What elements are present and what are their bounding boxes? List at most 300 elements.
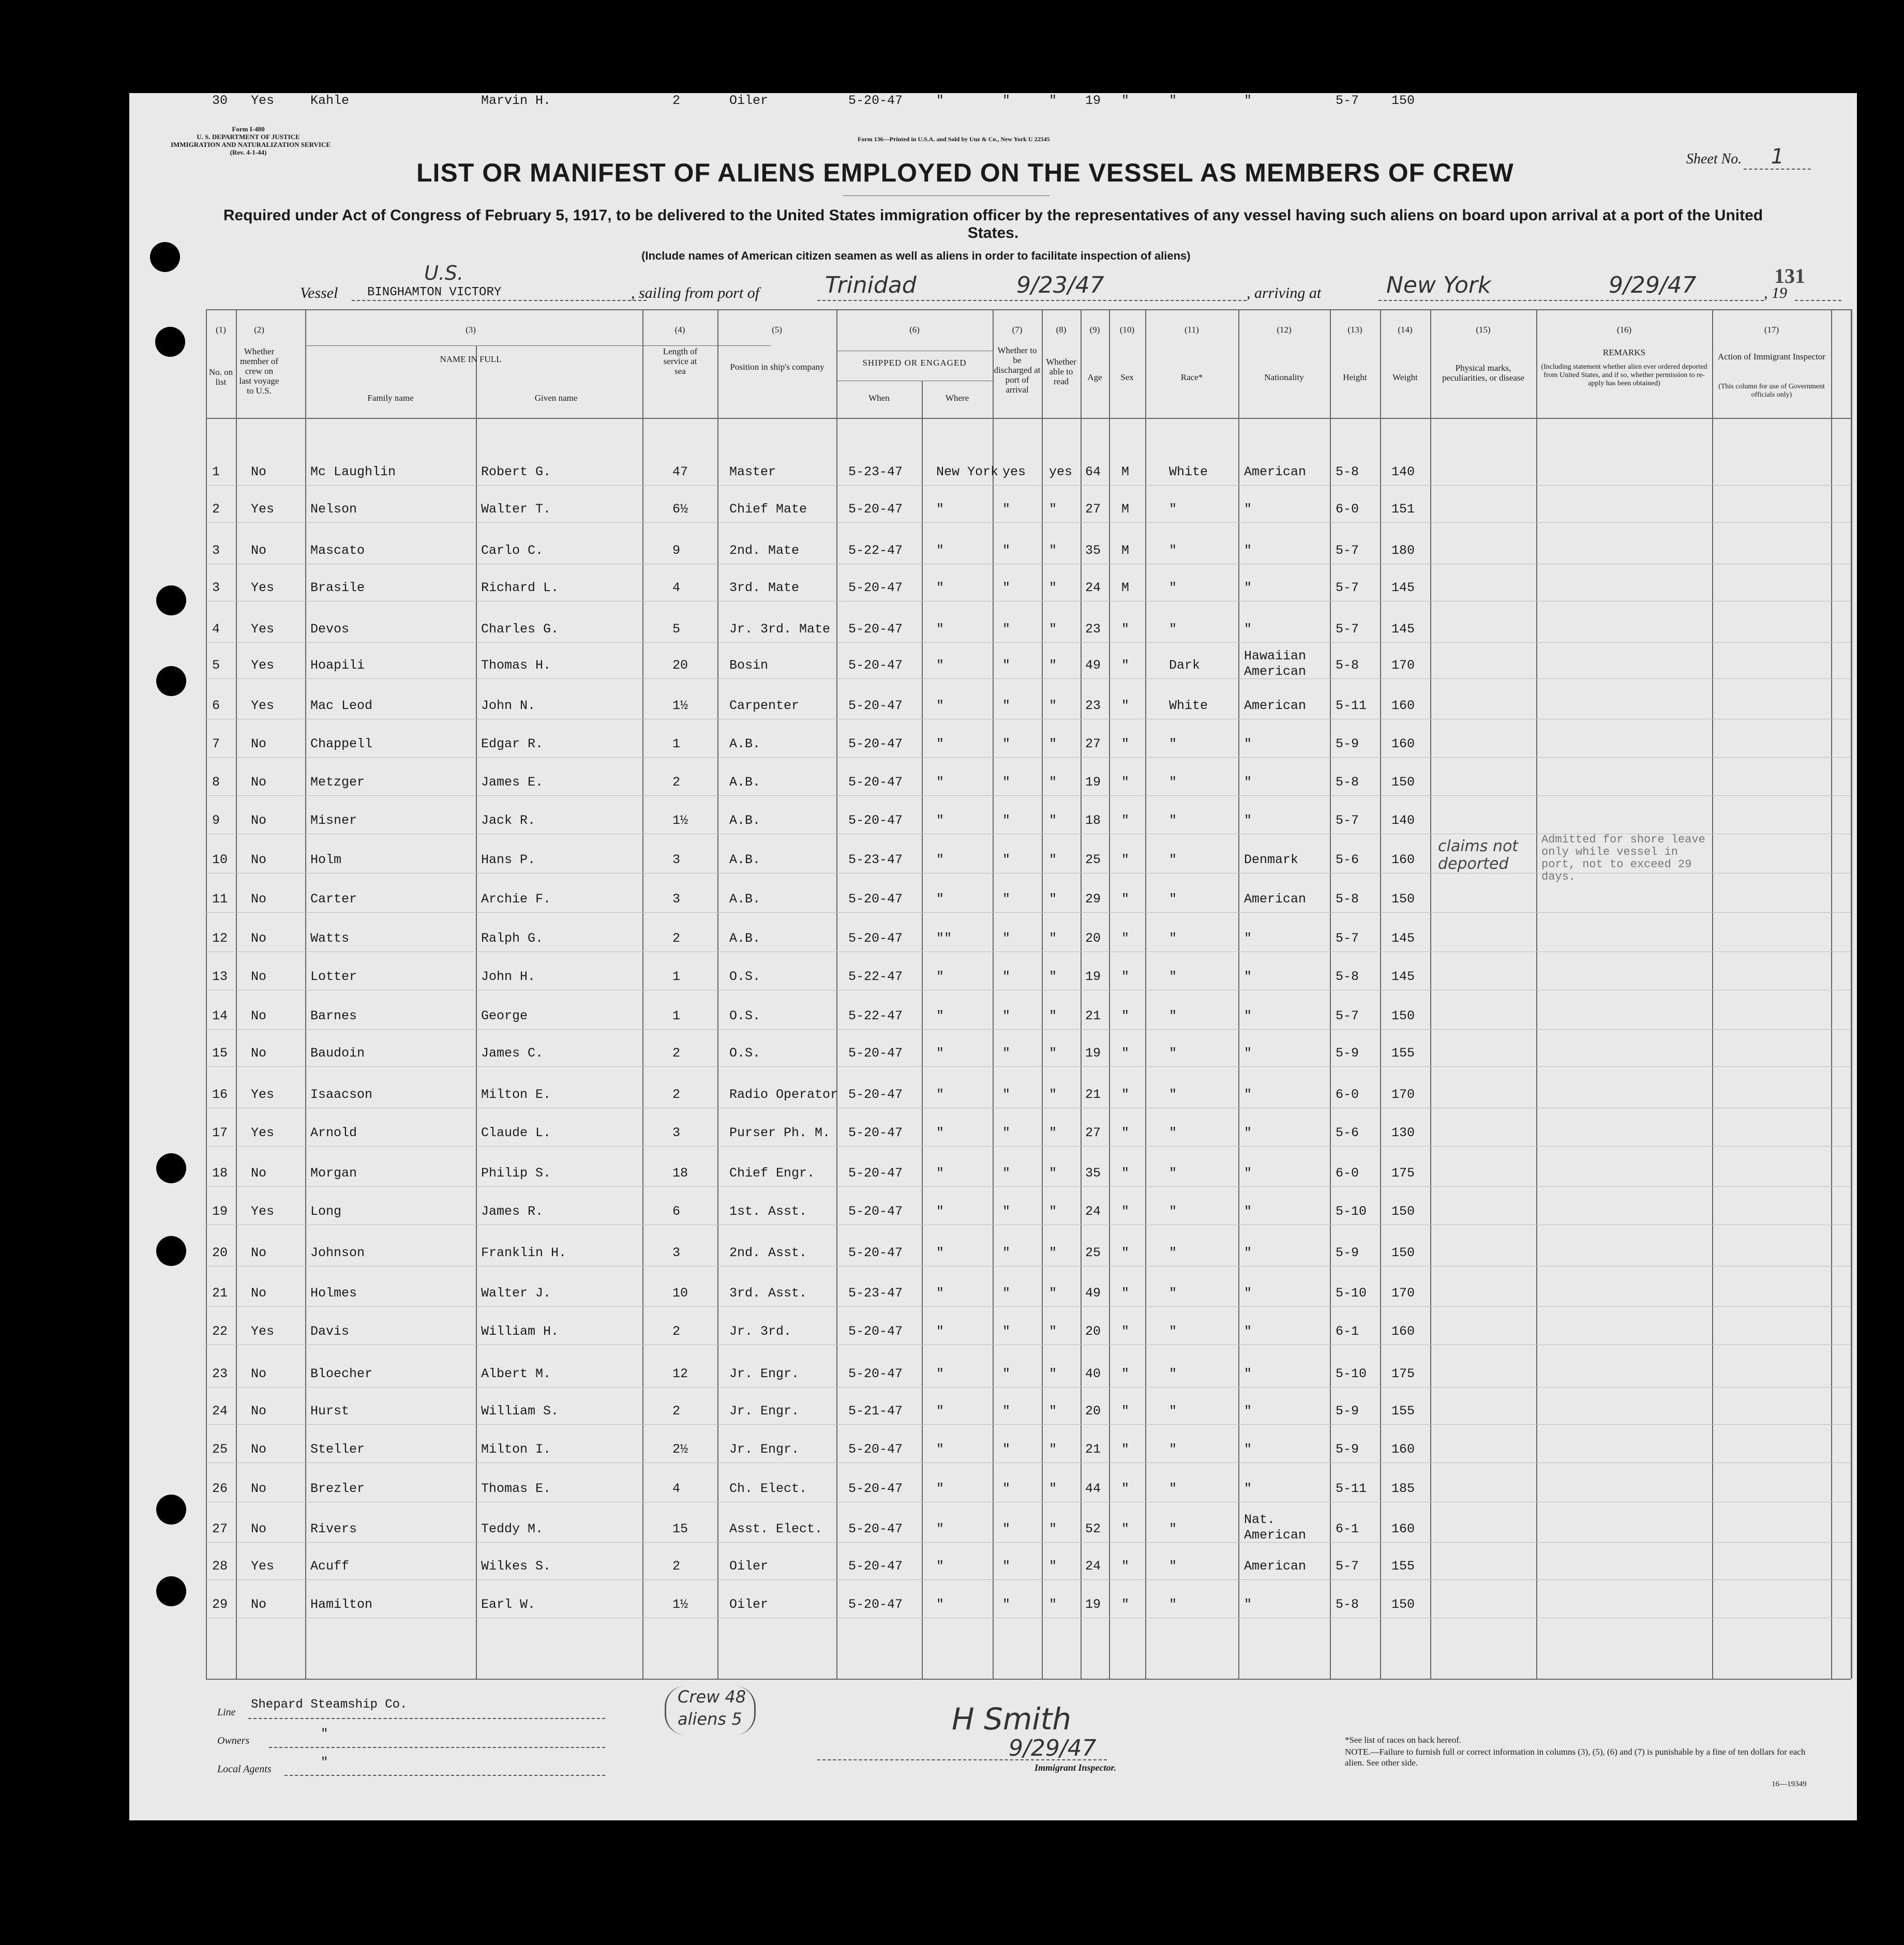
shipped-where-cell: " xyxy=(936,1597,944,1612)
position-cell: Bosin xyxy=(729,658,769,673)
sex-cell: " xyxy=(1121,1324,1130,1339)
service-length-cell: 2½ xyxy=(672,1442,688,1457)
service-length-cell: 3 xyxy=(672,852,681,867)
vessel-name: BINGHAMTON VICTORY xyxy=(367,285,502,299)
discharge-cell: " xyxy=(1002,852,1011,867)
shipped-when-cell: 5-23-47 xyxy=(848,852,903,867)
sheet-number xyxy=(1686,145,1811,170)
given-name-cell: Robert G. xyxy=(481,464,551,479)
row-number-cell: 15 xyxy=(212,1046,228,1061)
weight-cell: 130 xyxy=(1391,1125,1415,1140)
table-row xyxy=(129,969,1857,990)
row-rule xyxy=(206,1029,1851,1030)
inspector-signature: H Smith xyxy=(952,1701,1071,1737)
col6-when-header: When xyxy=(868,393,890,403)
race-cell: " xyxy=(1169,931,1177,946)
nationality-cell: " xyxy=(1244,1245,1252,1260)
race-cell: " xyxy=(1169,1597,1177,1612)
row-number-cell: 10 xyxy=(212,852,228,867)
height-cell: 5-11 xyxy=(1336,698,1367,713)
shipped-when-cell: 5-20-47 xyxy=(848,1125,903,1140)
weight-cell: 150 xyxy=(1391,1245,1415,1260)
table-row xyxy=(129,93,1857,114)
sheet-no-value: 1 xyxy=(1744,145,1811,170)
race-cell: " xyxy=(1169,969,1177,984)
shipped-where-cell: " xyxy=(936,736,944,751)
race-cell: " xyxy=(1169,1166,1177,1181)
able-to-read-cell: " xyxy=(1049,852,1057,867)
family-name-cell: Misner xyxy=(310,813,357,828)
arriving-label: , arriving at xyxy=(1247,284,1322,301)
race-cell: " xyxy=(1169,93,1177,108)
discharge-cell: " xyxy=(1002,658,1011,673)
discharge-cell: " xyxy=(1002,1087,1011,1102)
race-cell: " xyxy=(1169,1008,1177,1023)
able-to-read-cell: " xyxy=(1049,1559,1057,1574)
shipped-where-cell: " xyxy=(936,969,944,984)
nationality-cell: " xyxy=(1244,1404,1252,1419)
sex-cell: " xyxy=(1121,622,1130,637)
row-number-cell: 18 xyxy=(212,1166,228,1181)
able-to-read-cell: " xyxy=(1049,1521,1057,1536)
prev-voyage-cell: No xyxy=(251,813,267,828)
col8-header: Whether able to read xyxy=(1046,357,1076,386)
col13-num: (13) xyxy=(1347,325,1362,335)
given-name-cell: William H. xyxy=(481,1324,559,1339)
sex-cell: " xyxy=(1121,1166,1130,1181)
prev-voyage-cell: No xyxy=(251,1286,267,1301)
given-name-cell: Walter T. xyxy=(481,502,551,517)
form-id-block xyxy=(171,125,331,156)
age-cell: 25 xyxy=(1085,852,1101,867)
sex-cell: " xyxy=(1121,1087,1130,1102)
shipped-where-cell: " xyxy=(936,1404,944,1419)
port-from: Trinidad xyxy=(825,272,917,298)
shipped-when-cell: 5-20-47 xyxy=(848,1559,903,1574)
prev-voyage-cell: No xyxy=(251,852,267,867)
nationality-cell: " xyxy=(1244,736,1252,751)
nationality-cell: " xyxy=(1244,1481,1252,1496)
able-to-read-cell: " xyxy=(1049,1366,1057,1381)
nationality-cell: American xyxy=(1244,1559,1307,1574)
discharge-cell: " xyxy=(1002,698,1011,713)
nationality-cell: American xyxy=(1244,892,1307,907)
col7-num: (7) xyxy=(1012,325,1023,335)
family-name-cell: Lotter xyxy=(310,969,357,984)
race-cell: " xyxy=(1169,736,1177,751)
given-name-cell: Milton E. xyxy=(481,1087,551,1102)
given-name-cell: Wilkes S. xyxy=(481,1559,551,1574)
sex-cell: " xyxy=(1121,93,1130,108)
col12-header: Nationality xyxy=(1264,372,1304,382)
nationality-cell: " xyxy=(1244,775,1252,790)
nationality-cell: " xyxy=(1244,93,1252,108)
discharge-cell: " xyxy=(1002,1046,1011,1061)
height-cell: 5-8 xyxy=(1336,969,1359,984)
table-row xyxy=(129,649,1857,679)
able-to-read-cell: " xyxy=(1049,1008,1057,1023)
height-cell: 5-8 xyxy=(1336,892,1359,907)
binder-hole xyxy=(150,242,180,272)
shipped-when-cell: 5-20-47 xyxy=(848,1366,903,1381)
given-name-cell: Claude L. xyxy=(481,1125,551,1140)
sex-cell: " xyxy=(1121,1204,1130,1219)
age-cell: 25 xyxy=(1085,1245,1101,1260)
weight-cell: 140 xyxy=(1391,464,1415,479)
given-name-cell: Richard L. xyxy=(481,580,559,595)
height-cell: 5-8 xyxy=(1336,658,1359,673)
position-cell: Jr. Engr. xyxy=(729,1442,800,1457)
row-number-cell: 23 xyxy=(212,1366,228,1381)
able-to-read-cell: " xyxy=(1049,543,1057,558)
shipped-where-cell: " xyxy=(936,813,944,828)
nationality-cell: Nat. American xyxy=(1244,1512,1307,1543)
prev-voyage-cell: Yes xyxy=(251,1087,275,1102)
line-label: Line xyxy=(217,1707,236,1718)
form-number: Form I-480 xyxy=(232,125,265,133)
discharge-cell: " xyxy=(1002,931,1011,946)
family-name-cell: Brasile xyxy=(310,580,365,595)
family-name-cell: Morgan xyxy=(310,1166,357,1181)
sex-cell: " xyxy=(1121,1521,1130,1536)
weight-cell: 155 xyxy=(1391,1046,1415,1061)
discharge-cell: " xyxy=(1002,1521,1011,1536)
able-to-read-cell: " xyxy=(1049,658,1057,673)
age-cell: 19 xyxy=(1085,1046,1101,1061)
row-rule xyxy=(206,522,1851,523)
position-cell: 3rd. Asst. xyxy=(729,1286,807,1301)
discharge-cell: yes xyxy=(1002,464,1026,479)
col7-header: Whether to be discharged at port of arrival xyxy=(994,345,1041,395)
age-cell: 27 xyxy=(1085,502,1101,517)
family-name-cell: Isaacson xyxy=(310,1087,373,1102)
row-rule xyxy=(206,1186,1851,1187)
row-number-cell: 21 xyxy=(212,1286,228,1301)
discharge-cell: " xyxy=(1002,1481,1011,1496)
table-row xyxy=(129,1046,1857,1066)
race-cell: " xyxy=(1169,813,1177,828)
given-name-cell: Ralph G. xyxy=(481,931,544,946)
sex-cell: M xyxy=(1121,543,1130,558)
position-cell: A.B. xyxy=(729,736,761,751)
discharge-cell: " xyxy=(1002,1245,1011,1260)
given-name-cell: Edgar R. xyxy=(481,736,544,751)
table-row xyxy=(129,1366,1857,1387)
age-cell: 19 xyxy=(1085,1597,1101,1612)
shipped-when-cell: 5-20-47 xyxy=(848,658,903,673)
row-rule xyxy=(206,642,1851,643)
age-cell: 20 xyxy=(1085,1404,1101,1419)
sailing-label: , sailing from port of xyxy=(631,284,760,301)
col12-num: (12) xyxy=(1277,325,1292,335)
discharge-cell: " xyxy=(1002,775,1011,790)
service-length-cell: 10 xyxy=(672,1286,688,1301)
include-note: (Include names of American citizen seamen as well as aliens in order to facilitate inspection of aliens) xyxy=(641,249,1191,262)
weight-cell: 150 xyxy=(1391,1597,1415,1612)
row-number-cell: 4 xyxy=(212,622,220,637)
position-cell: Ch. Elect. xyxy=(729,1481,807,1496)
position-cell: A.B. xyxy=(729,892,761,907)
shipped-when-cell: 5-20-47 xyxy=(848,502,903,517)
col14-num: (14) xyxy=(1398,325,1413,335)
nationality-cell: " xyxy=(1244,1324,1252,1339)
given-name-cell: Jack R. xyxy=(481,813,536,828)
discharge-cell: " xyxy=(1002,892,1011,907)
service-length-cell: 6½ xyxy=(672,502,688,517)
shipped-where-cell: " xyxy=(936,775,944,790)
nationality-cell: Denmark xyxy=(1244,852,1299,867)
row-rule xyxy=(206,1146,1851,1147)
able-to-read-cell: " xyxy=(1049,813,1057,828)
nationality-cell: " xyxy=(1244,1366,1252,1381)
title-rule xyxy=(843,195,1050,196)
sex-cell: " xyxy=(1121,931,1130,946)
shipped-where-cell: " xyxy=(936,1559,944,1574)
weight-cell: 151 xyxy=(1391,502,1415,517)
shipped-when-cell: 5-22-47 xyxy=(848,543,903,558)
family-name-cell: Davis xyxy=(310,1324,350,1339)
table-row xyxy=(129,1481,1857,1502)
shipped-where-cell: " xyxy=(936,658,944,673)
height-cell: 6-1 xyxy=(1336,1521,1359,1536)
shipped-where-cell: " xyxy=(936,1008,944,1023)
nationality-cell: " xyxy=(1244,1597,1252,1612)
position-cell: Jr. 3rd. xyxy=(729,1324,792,1339)
shipped-where-cell: " xyxy=(936,1125,944,1140)
col1-num: (1) xyxy=(216,325,226,335)
weight-cell: 185 xyxy=(1391,1481,1415,1496)
family-name-cell: Hamilton xyxy=(310,1597,373,1612)
owners-label: Owners xyxy=(217,1735,250,1746)
service-length-cell: 2 xyxy=(672,1087,681,1102)
service-length-cell: 15 xyxy=(672,1521,688,1536)
position-cell: 2nd. Asst. xyxy=(729,1245,807,1260)
discharge-cell: " xyxy=(1002,1324,1011,1339)
row-number-cell: 29 xyxy=(212,1597,228,1612)
port-to: New York xyxy=(1386,272,1491,298)
sex-cell: " xyxy=(1121,1125,1130,1140)
family-name-cell: Holm xyxy=(310,852,342,867)
binder-hole xyxy=(155,327,185,357)
discharge-cell: " xyxy=(1002,1166,1011,1181)
weight-cell: 150 xyxy=(1391,892,1415,907)
sex-cell: M xyxy=(1121,580,1130,595)
table-row xyxy=(129,1166,1857,1186)
age-cell: 21 xyxy=(1085,1008,1101,1023)
prev-voyage-cell: No xyxy=(251,1366,267,1381)
col17-num: (17) xyxy=(1764,325,1779,335)
prev-voyage-cell: No xyxy=(251,1597,267,1612)
col2-num: (2) xyxy=(254,325,264,335)
weight-cell: 180 xyxy=(1391,543,1415,558)
weight-cell: 150 xyxy=(1391,775,1415,790)
height-cell: 6-0 xyxy=(1336,1166,1359,1181)
sex-cell: " xyxy=(1121,1286,1130,1301)
service-length-cell: 18 xyxy=(672,1166,688,1181)
able-to-read-cell: " xyxy=(1049,931,1057,946)
age-cell: 44 xyxy=(1085,1481,1101,1496)
table-row xyxy=(129,931,1857,952)
family-name-cell: Mac Leod xyxy=(310,698,373,713)
weight-cell: 145 xyxy=(1391,580,1415,595)
table-row xyxy=(129,698,1857,719)
table-row xyxy=(129,1404,1857,1424)
age-cell: 49 xyxy=(1085,658,1101,673)
row-number-cell: 13 xyxy=(212,969,228,984)
row-number-cell: 14 xyxy=(212,1008,228,1023)
service-length-cell: 12 xyxy=(672,1366,688,1381)
family-name-cell: Kahle xyxy=(310,93,350,108)
able-to-read-cell: " xyxy=(1049,1166,1057,1181)
service-length-cell: 2 xyxy=(672,931,681,946)
nationality-cell: " xyxy=(1244,931,1252,946)
prev-voyage-cell: Yes xyxy=(251,1125,275,1140)
col6-num: (6) xyxy=(909,325,920,335)
height-cell: 5-7 xyxy=(1336,1008,1359,1023)
family-name-cell: Mc Laughlin xyxy=(310,464,396,479)
table-row xyxy=(129,775,1857,795)
weight-cell: 145 xyxy=(1391,931,1415,946)
height-cell: 5-10 xyxy=(1336,1286,1367,1301)
race-cell: " xyxy=(1169,1442,1177,1457)
shipped-when-cell: 5-20-47 xyxy=(848,580,903,595)
physical-remark-handwritten: claims not deported xyxy=(1438,837,1519,873)
service-length-cell: 3 xyxy=(672,1245,681,1260)
penalty-note: NOTE.—Failure to furnish full or correct information in columns (3), (5), (6) and (7) is punishable by a fine of ten dollars for each alien. See other side. xyxy=(1345,1747,1806,1768)
family-name-cell: Brezler xyxy=(310,1481,365,1496)
weight-cell: 155 xyxy=(1391,1559,1415,1574)
inspector-date: 9/29/47 xyxy=(1009,1735,1097,1761)
table-row xyxy=(129,1087,1857,1108)
col9-header: Age xyxy=(1087,372,1102,382)
given-name-cell: Carlo C. xyxy=(481,543,544,558)
binder-hole xyxy=(156,666,186,696)
row-number-cell: 19 xyxy=(212,1204,228,1219)
inspector-label: Immigrant Inspector. xyxy=(1035,1762,1117,1773)
table-bottom-rule xyxy=(206,1679,1851,1680)
nationality-cell: " xyxy=(1244,969,1252,984)
binder-hole xyxy=(156,585,186,615)
prev-voyage-cell: No xyxy=(251,543,267,558)
aliens-count-note: aliens 5 xyxy=(678,1709,742,1729)
family-name-cell: Nelson xyxy=(310,502,357,517)
discharge-cell: " xyxy=(1002,1442,1011,1457)
race-cell: " xyxy=(1169,1481,1177,1496)
able-to-read-cell: " xyxy=(1049,622,1057,637)
height-cell: 5-9 xyxy=(1336,1404,1359,1419)
shipped-where-cell: " xyxy=(936,1204,944,1219)
shipped-where-cell: New York xyxy=(936,464,999,479)
sex-cell: " xyxy=(1121,1245,1130,1260)
shore-leave-remark: Admitted for shore leave only while vessel in port, not to exceed 29 days. xyxy=(1541,833,1705,883)
prev-voyage-cell: No xyxy=(251,1166,267,1181)
position-cell: 1st. Asst. xyxy=(729,1204,807,1219)
age-cell: 29 xyxy=(1085,892,1101,907)
sex-cell: " xyxy=(1121,736,1130,751)
col1-header: No. on list xyxy=(208,367,233,387)
table-top-rule xyxy=(206,309,1851,310)
height-cell: 5-8 xyxy=(1336,1597,1359,1612)
service-length-cell: 4 xyxy=(672,580,681,595)
service-length-cell: 1 xyxy=(672,736,681,751)
crew-count-note: Crew 48 xyxy=(678,1687,746,1707)
race-cell: " xyxy=(1169,1559,1177,1574)
family-name-cell: Bloecher xyxy=(310,1366,373,1381)
position-cell: Purser Ph. M. xyxy=(729,1125,831,1140)
sailing-date: 9/23/47 xyxy=(1016,272,1104,298)
weight-cell: 170 xyxy=(1391,1087,1415,1102)
family-name-cell: Holmes xyxy=(310,1286,357,1301)
height-cell: 5-7 xyxy=(1336,813,1359,828)
shipped-when-cell: 5-20-47 xyxy=(848,622,903,637)
race-cell: " xyxy=(1169,1404,1177,1419)
weight-cell: 160 xyxy=(1391,1442,1415,1457)
col2-header: Whether member of crew on last voyage to U.S. xyxy=(239,346,279,396)
sex-cell: " xyxy=(1121,1008,1130,1023)
shipped-where-cell: " xyxy=(936,852,944,867)
binder-hole xyxy=(156,1495,186,1525)
family-name-cell: Chappell xyxy=(310,736,373,751)
able-to-read-cell: yes xyxy=(1049,464,1073,479)
col9-num: (9) xyxy=(1089,325,1100,335)
row-number-cell: 26 xyxy=(212,1481,228,1496)
race-cell: White xyxy=(1169,464,1208,479)
age-cell: 20 xyxy=(1085,1324,1101,1339)
nationality-cell: " xyxy=(1244,1125,1252,1140)
prev-voyage-cell: No xyxy=(251,464,267,479)
prev-voyage-cell: No xyxy=(251,1245,267,1260)
year-label: , 19 xyxy=(1764,284,1787,301)
table-row xyxy=(129,580,1857,601)
nationality-cell: " xyxy=(1244,502,1252,517)
service-length-cell: 2 xyxy=(672,1559,681,1574)
height-cell: 5-9 xyxy=(1336,736,1359,751)
race-cell: " xyxy=(1169,580,1177,595)
height-cell: 5-6 xyxy=(1336,1125,1359,1140)
height-cell: 5-9 xyxy=(1336,1046,1359,1061)
height-cell: 5-7 xyxy=(1336,93,1359,108)
race-cell: " xyxy=(1169,622,1177,637)
arrival-date: 9/29/47 xyxy=(1609,272,1697,298)
position-cell: Asst. Elect. xyxy=(729,1521,823,1536)
nationality-cell: " xyxy=(1244,1204,1252,1219)
owners-value: " xyxy=(321,1727,328,1741)
sex-cell: " xyxy=(1121,1366,1130,1381)
sex-cell: " xyxy=(1121,892,1130,907)
weight-cell: 155 xyxy=(1391,1404,1415,1419)
col17-header: Action of Immigrant Inspector xyxy=(1717,352,1826,361)
position-cell: Chief Mate xyxy=(729,502,807,517)
shipped-when-cell: 5-20-47 xyxy=(848,1597,903,1612)
shipped-when-cell: 5-20-47 xyxy=(848,736,903,751)
weight-cell: 145 xyxy=(1391,969,1415,984)
age-cell: 24 xyxy=(1085,1559,1101,1574)
shipped-where-cell: " xyxy=(936,1286,944,1301)
shipped-where-cell: " xyxy=(936,1366,944,1381)
given-name-cell: John N. xyxy=(481,698,536,713)
shipped-when-cell: 5-20-47 xyxy=(848,1442,903,1457)
age-cell: 19 xyxy=(1085,969,1101,984)
position-cell: Jr. Engr. xyxy=(729,1404,800,1419)
age-cell: 27 xyxy=(1085,1125,1101,1140)
row-rule xyxy=(206,1387,1851,1388)
col16-header: REMARKS xyxy=(1602,348,1646,357)
sex-cell: " xyxy=(1121,1046,1130,1061)
discharge-cell: " xyxy=(1002,1286,1011,1301)
age-cell: 35 xyxy=(1085,1166,1101,1181)
shipped-where-cell: " xyxy=(936,698,944,713)
nationality-cell: " xyxy=(1244,813,1252,828)
